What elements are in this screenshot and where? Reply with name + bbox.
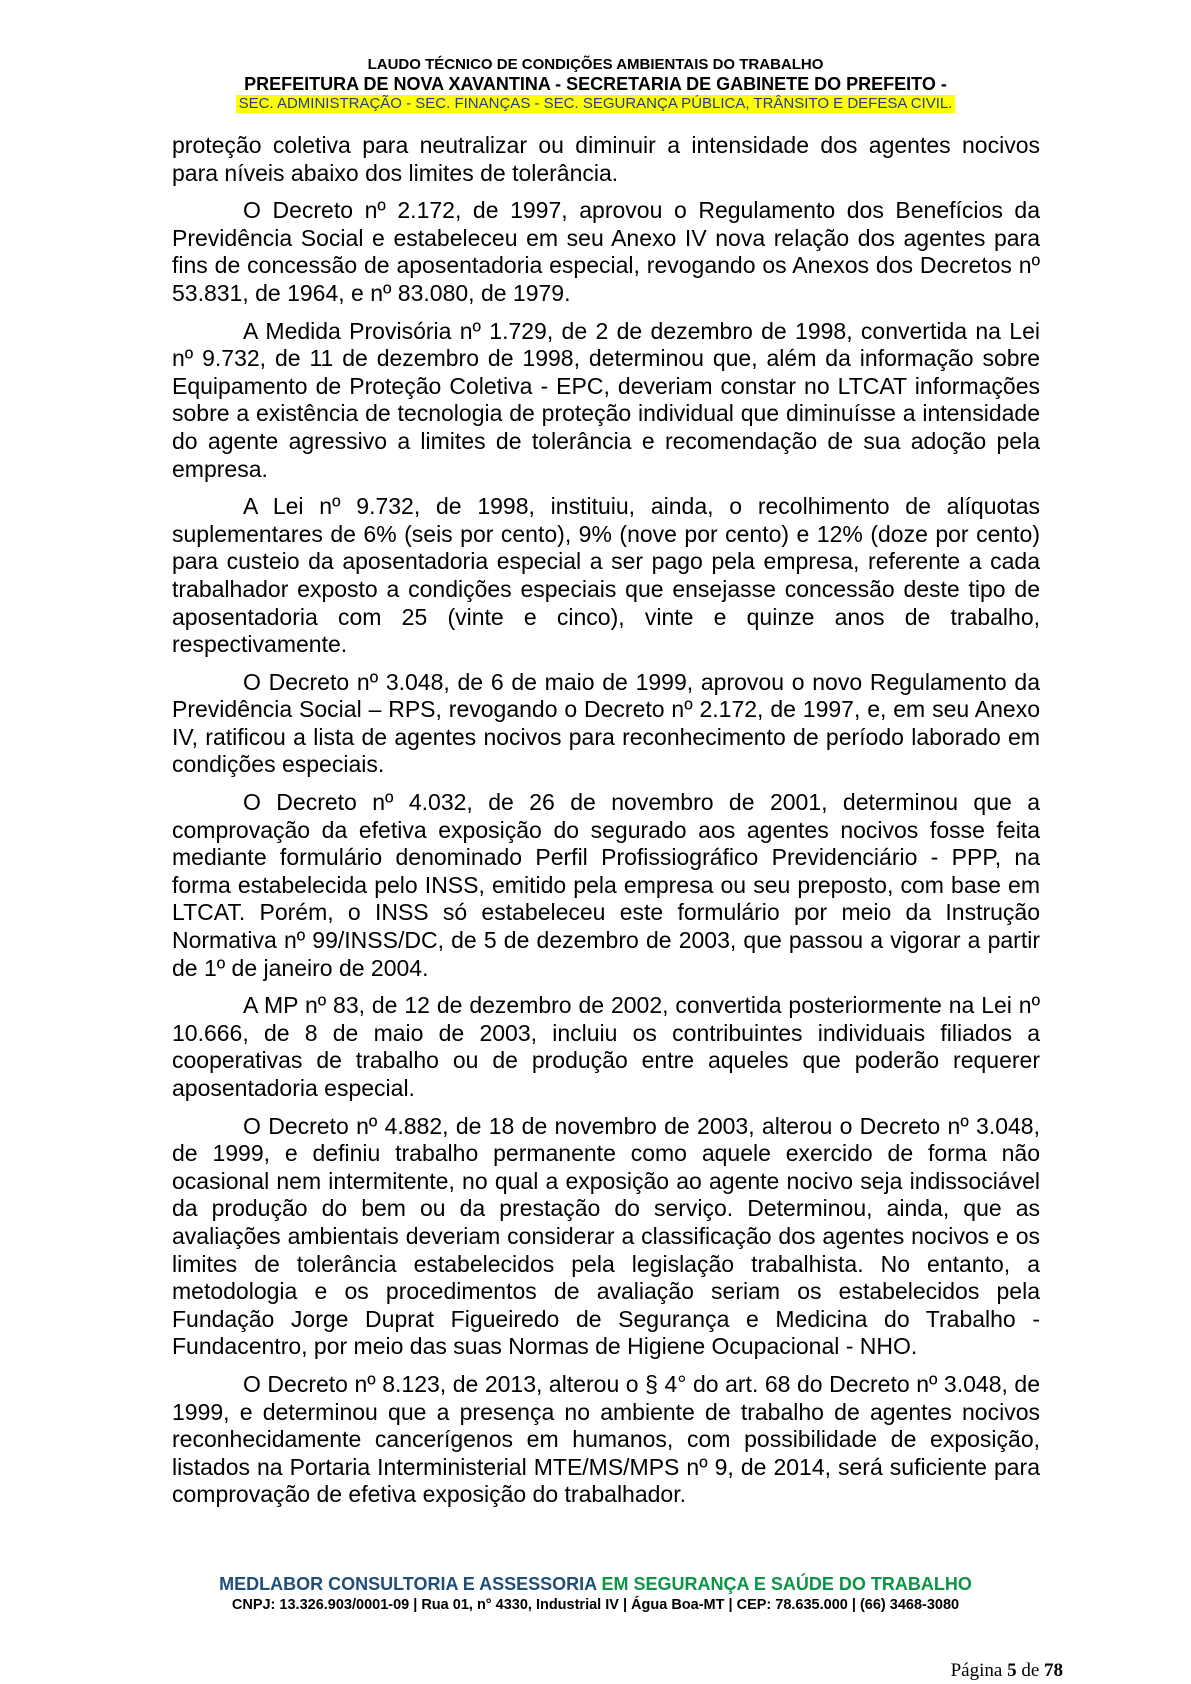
paragraph: A MP nº 83, de 12 de dezembro de 2002, convertida posteriormente na Lei nº 10.666, de 8 de maio de 2003, incluiu os contribuintes individuais filiados a cooperativas de trabalho ou de produção entre aqueles que poderão requerer aposentadoria especial. [172,992,1040,1101]
footer-company-name: MEDLABOR CONSULTORIA E ASSESSORIA [219,1574,597,1594]
page-number-current: 5 [1007,1660,1017,1681]
document-header [0,56,1191,113]
document-body [172,132,1040,1519]
paragraph: proteção coletiva para neutralizar ou diminuir a intensidade dos agentes nocivos para níveis abaixo dos limites de tolerância. [172,132,1040,186]
page-number-separator: de [1021,1660,1040,1681]
header-title: LAUDO TÉCNICO DE CONDIÇÕES AMBIENTAIS DO TRABALHO [367,56,824,73]
paragraph: O Decreto nº 4.882, de 18 de novembro de 2003, alterou o Decreto nº 3.048, de 1999, e definiu trabalho permanente como aquele exercido de forma não ocasional nem intermitente, no qual a exposição ao agente nocivo seja indissociável da produção do bem ou da prestação do serviço. Determinou, ainda, que as avaliações ambientais deveriam considerar a classificação dos agentes nocivos e os limites de tolerância estabelecidos pela legislação trabalhista. No entanto, a metodologia e os procedimentos de avaliação seriam os estabelecidos pela Fundação Jorge Duprat Figueiredo de Segurança e Medicina do Trabalho - Fundacentro, por meio das suas Normas de Higiene Ocupacional - NHO. [172,1112,1040,1360]
footer-company [0,1573,1191,1595]
paragraph: O Decreto nº 2.172, de 1997, aprovou o Regulamento dos Benefícios da Previdência Social e estabeleceu em seu Anexo IV nova relação dos agentes para fins de concessão de aposentadoria especial, revogando os Anexos dos Decretos nº 53.831, de 1964, e nº 83.080, de 1979. [172,197,1040,306]
header-subtitle: PREFEITURA DE NOVA XAVANTINA - SECRETARIA DE GABINETE DO PREFEITO - [244,74,947,94]
header-highlighted-line: SEC. ADMINISTRAÇÃO - SEC. FINANÇAS - SEC. SEGURANÇA PÚBLICA, TRÂNSITO E DEFESA CIVIL. [236,95,956,113]
paragraph: O Decreto nº 3.048, de 6 de maio de 1999, aprovou o novo Regulamento da Previdência Social – RPS, revogando o Decreto nº 2.172, de 1997, e, em seu Anexo IV, ratificou a lista de agentes nocivos para reconhecimento de período laborado em condições especiais. [172,668,1040,778]
footer-address: CNPJ: 13.326.903/0001-09 | Rua 01, n° 4330, Industrial IV | Água Boa-MT | CEP: 78.635.000 | (66) 3468-3080 [231,1597,960,1613]
document-footer [0,1573,1191,1615]
footer-company-tagline: EM SEGURANÇA E SAÚDE DO TRABALHO [601,1574,972,1594]
page-number-label: Página [950,1660,1003,1681]
page-number [951,1660,1063,1682]
paragraph: O Decreto nº 8.123, de 2013, alterou o § 4° do art. 68 do Decreto nº 3.048, de 1999, e determinou que a presença no ambiente de trabalho de agentes nocivos reconhecidamente cancerígenos em humanos, com possibilidade de exposição, listados na Portaria Interministerial MTE/MS/MPS nº 9, de 2014, será suficiente para comprovação de efetiva exposição do trabalhador. [172,1370,1040,1508]
paragraph: A Lei nº 9.732, de 1998, instituiu, ainda, o recolhimento de alíquotas suplementares de 6% (seis por cento), 9% (nove por cento) e 12% (doze por cento) para custeio da aposentadoria especial a ser pago pela empresa, referente a cada trabalhador exposto a condições especiais que ensejasse concessão deste tipo de aposentadoria com 25 (vinte e cinco), vinte e quinze anos de trabalho, respectivamente. [172,493,1040,658]
paragraph: O Decreto nº 4.032, de 26 de novembro de 2001, determinou que a comprovação da efetiva exposição do segurado aos agentes nocivos fosse feita mediante formulário denominado Perfil Profissiográfico Previdenciário - PPP, na forma estabelecida pelo INSS, emitido pela empresa ou seu preposto, com base em LTCAT. Porém, o INSS só estabeleceu este formulário por meio da Instrução Normativa nº 99/INSS/DC, de 5 de dezembro de 2003, que passou a vigorar a partir de 1º de janeiro de 2004. [172,789,1040,981]
paragraph: A Medida Provisória nº 1.729, de 2 de dezembro de 1998, convertida na Lei nº 9.732, de 11 de dezembro de 1998, determinou que, além da informação sobre Equipamento de Proteção Coletiva - EPC, deveriam constar no LTCAT informações sobre a existência de tecnologia de proteção individual que diminuísse a intensidade do agente agressivo a limites de tolerância e recomendação de sua adoção pela empresa. [172,317,1040,482]
page-number-total: 78 [1044,1660,1063,1681]
